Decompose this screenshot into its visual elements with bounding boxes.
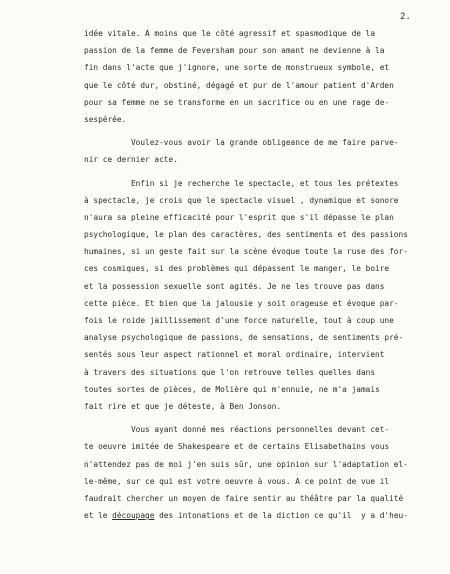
text-line: ces cosmiques, si des problèmes qui dépassent le manger, le boire (84, 264, 390, 274)
letter-body (84, 25, 440, 524)
text-fragment: et le (84, 511, 113, 521)
text-line: nir ce dernier acte. (84, 155, 178, 165)
underlined-word: découpage (112, 511, 155, 521)
text-line: que le côté dur, obstiné, dégagé et pur de l'amour patient d'Arden (84, 80, 394, 90)
text-line: psychologique, le plan des caractères, des sentiments et des passions (84, 230, 408, 240)
text-line: te oeuvre imitée de Shakespeare et de certains Elisabethains vous (84, 442, 390, 452)
text-line: fois le roide jaillissement d'une force naturelle, tout à coup une (84, 316, 394, 325)
text-line: humaines, si un geste fait sur la scène évoque toute la ruse des for- (84, 247, 408, 257)
text-line (84, 507, 440, 524)
text-line: faudrait chercher un moyen de faire sentir au théâtre par la qualité (84, 493, 404, 503)
text-line: fin dans l'acte que j'ignore, une sorte de monstrueux symbole, et (84, 63, 390, 73)
text-fragment: des intonations et de la diction ce qu'il y a d'heu- (154, 511, 408, 521)
text-line: le-même, sur ce qui est votre oeuvre à vous. A ce point de vue il (84, 476, 390, 486)
text-line: Vous ayant donné mes réactions personnelles devant cet- (84, 425, 390, 435)
text-line: toutes sortes de pièces, de Molière qui m'ennuie, ne m'a jamais (84, 384, 380, 394)
text-line: fait rire et que je déteste, à Ben Jonson. (84, 401, 282, 411)
text-line: pour sa femme ne se transforme en un sacrifice ou en une rage de- (84, 97, 390, 107)
text-line: n'attendez pas de moi j'en suis sûr, une opinion sur l'adaptation el- (84, 459, 408, 469)
text-line: n'aura sa pleine efficacité pour l'esprit que s'il dépasse le plan (84, 212, 394, 222)
text-line: à travers des situations que l'on retrouve telles quelles dans (84, 367, 376, 377)
text-line: passion de la femme de Feversham pour son amant ne devienne à la (84, 46, 385, 56)
text-line: idée vitale. A moins que le côté agressif et spasmodique de la (84, 29, 376, 38)
text-line: à spectacle, je crois que le spectacle visuel , dynamique et sonore (84, 195, 399, 205)
page-number: 2. (400, 12, 411, 22)
text-line: sentés sous leur aspect rationnel et moral ordinaire, intervient (84, 350, 385, 360)
text-line: sespérée. (84, 114, 127, 124)
text-line: Voulez-vous avoir la grande obligeance de me faire parve- (84, 138, 399, 148)
text-line: analyse psychologique de passions, de sensations, de sentiments pré- (84, 333, 404, 343)
text-line: et la possession sexuelle sont agités. Je ne les trouve pas dans (84, 281, 385, 291)
text-line: cette pièce. Et bien que la jalousie y soit orageuse et évoque par- (84, 298, 399, 308)
text-line: Enfin si je recherche le spectacle, et tous les prétextes (84, 178, 399, 188)
